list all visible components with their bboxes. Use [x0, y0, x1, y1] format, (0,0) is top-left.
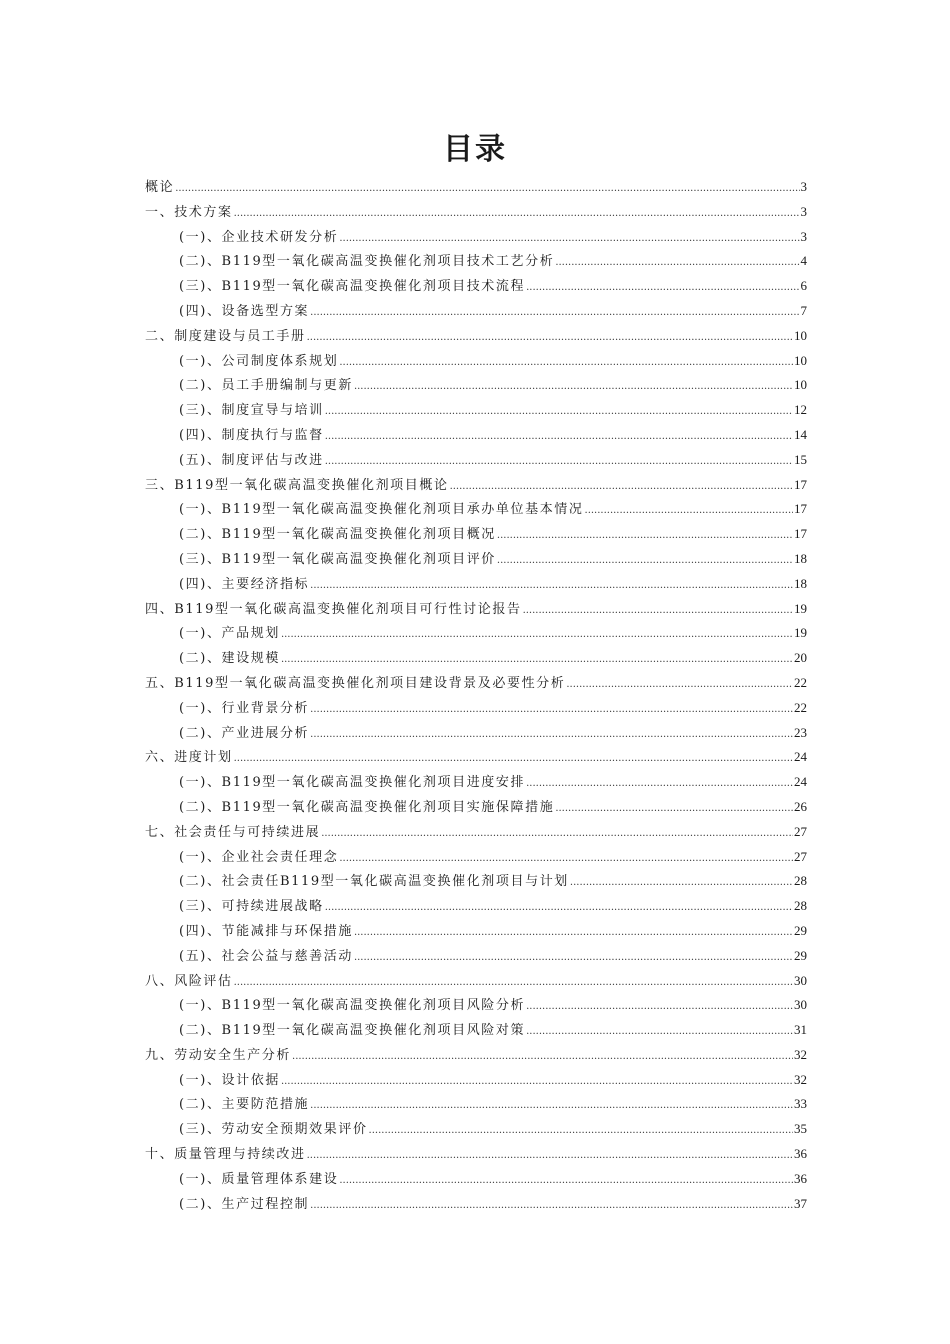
toc-page-number: 36 — [794, 1146, 807, 1162]
toc-dot-leader — [310, 574, 793, 599]
toc-dot-leader — [369, 1119, 793, 1144]
toc-section-entry[interactable] — [145, 1117, 807, 1142]
toc-entry-label: (二)、B119型一氧化碳高温变换催化剂项目概况 — [179, 527, 496, 543]
toc-entry-label: (三)、B119型一氧化碳高温变换催化剂项目评价 — [179, 551, 496, 567]
toc-page-number: 33 — [794, 1096, 807, 1112]
toc-page-number: 10 — [794, 327, 807, 343]
toc-section-entry[interactable] — [145, 919, 807, 944]
toc-section-entry[interactable] — [145, 845, 807, 870]
toc-section-entry[interactable] — [145, 993, 807, 1018]
toc-entry-label: (二)、主要防范措施 — [179, 1097, 310, 1113]
toc-section-entry[interactable] — [145, 497, 807, 522]
toc-section-entry[interactable] — [145, 274, 807, 299]
toc-page-number: 17 — [794, 476, 807, 492]
toc-dot-leader — [292, 1045, 793, 1070]
toc-dot-leader — [526, 276, 799, 301]
toc-entry-label: (一)、公司制度体系规划 — [179, 353, 339, 369]
toc-page-number: 18 — [794, 575, 807, 591]
toc-page-number: 30 — [794, 997, 807, 1013]
toc-page-number: 24 — [794, 774, 807, 790]
toc-entry-label: (一)、B119型一氧化碳高温变换催化剂项目风险分析 — [179, 998, 526, 1014]
toc-page-number: 32 — [794, 1071, 807, 1087]
toc-dot-leader — [325, 400, 793, 425]
toc-dot-leader — [526, 995, 793, 1020]
toc-dot-leader — [450, 475, 793, 500]
toc-entry-label: (一)、产品规划 — [179, 626, 280, 642]
toc-page-number: 30 — [794, 972, 807, 988]
toc-dot-leader — [526, 772, 793, 797]
toc-dot-leader — [321, 822, 793, 847]
toc-chapter-entry[interactable] — [145, 969, 807, 994]
toc-dot-leader — [310, 1094, 793, 1119]
toc-chapter-entry[interactable] — [145, 175, 807, 200]
toc-entry-label: (四)、设备选型方案 — [179, 303, 310, 319]
toc-chapter-entry[interactable] — [145, 1142, 807, 1167]
toc-section-entry[interactable] — [145, 373, 807, 398]
toc-chapter-entry[interactable] — [145, 1043, 807, 1068]
toc-section-entry[interactable] — [145, 869, 807, 894]
toc-entry-label: (二)、社会责任B119型一氧化碳高温变换催化剂项目与计划 — [179, 874, 569, 890]
toc-entry-label: 十、质量管理与持续改进 — [145, 1147, 306, 1163]
toc-chapter-entry[interactable] — [145, 200, 807, 225]
toc-page-number: 4 — [800, 253, 807, 269]
toc-section-entry[interactable] — [145, 1167, 807, 1192]
toc-page-number: 22 — [794, 674, 807, 690]
toc-dot-leader — [354, 946, 793, 971]
toc-entry-label: (一)、企业社会责任理念 — [179, 849, 339, 865]
toc-page-number: 17 — [794, 526, 807, 542]
toc-page-number: 10 — [794, 377, 807, 393]
toc-dot-leader — [566, 673, 793, 698]
toc-entry-label: (二)、B119型一氧化碳高温变换催化剂项目风险对策 — [179, 1023, 526, 1039]
toc-dot-leader — [325, 896, 793, 921]
toc-section-entry[interactable] — [145, 572, 807, 597]
toc-dot-leader — [339, 351, 793, 376]
toc-dot-leader — [234, 747, 793, 772]
toc-section-entry[interactable] — [145, 1068, 807, 1093]
toc-page-number: 12 — [794, 402, 807, 418]
toc-dot-leader — [310, 723, 793, 748]
toc-entry-label: (四)、主要经济指标 — [179, 576, 310, 592]
toc-entry-label: (五)、制度评估与改进 — [179, 452, 324, 468]
toc-entry-label: (三)、劳动安全预期效果评价 — [179, 1122, 368, 1138]
toc-dot-leader — [570, 871, 793, 896]
toc-entry-label: 七、社会责任与可持续进展 — [145, 824, 321, 840]
toc-page-number: 19 — [794, 625, 807, 641]
toc-dot-leader — [325, 450, 793, 475]
toc-page-number: 32 — [794, 1046, 807, 1062]
toc-dot-leader — [497, 524, 793, 549]
toc-entry-label: (二)、员工手册编制与更新 — [179, 378, 353, 394]
toc-page-number: 29 — [794, 922, 807, 938]
toc-entry-label: (一)、质量管理体系建设 — [179, 1171, 339, 1187]
toc-section-entry[interactable] — [145, 522, 807, 547]
toc-entry-label: (四)、制度执行与监督 — [179, 427, 324, 443]
toc-entry-label: (三)、可持续进展战略 — [179, 899, 324, 915]
toc-entry-label: 六、进度计划 — [145, 750, 233, 766]
toc-chapter-entry[interactable] — [145, 671, 807, 696]
toc-entry-label: (三)、B119型一氧化碳高温变换催化剂项目技术流程 — [179, 279, 526, 295]
toc-dot-leader — [281, 1070, 793, 1095]
toc-entry-label: (一)、行业背景分析 — [179, 700, 310, 716]
toc-dot-leader — [310, 1194, 793, 1219]
toc-dot-leader — [310, 301, 799, 326]
toc-section-entry[interactable] — [145, 795, 807, 820]
toc-entry-label: 二、制度建设与员工手册 — [145, 328, 306, 344]
toc-page-number: 3 — [800, 203, 807, 219]
toc-dot-leader — [339, 1169, 793, 1194]
toc-dot-leader — [281, 648, 793, 673]
toc-dot-leader — [310, 698, 793, 723]
toc-entry-label: (三)、制度宣导与培训 — [179, 403, 324, 419]
toc-entry-label: 三、B119型一氧化碳高温变换催化剂项目概论 — [145, 477, 449, 493]
toc-section-entry[interactable] — [145, 423, 807, 448]
toc-section-entry[interactable] — [145, 721, 807, 746]
toc-page-number: 19 — [794, 600, 807, 616]
toc-section-entry[interactable] — [145, 547, 807, 572]
toc-entry-label: (二)、B119型一氧化碳高温变换催化剂项目技术工艺分析 — [179, 254, 555, 270]
toc-page-number: 15 — [794, 451, 807, 467]
toc-title: 目录 — [443, 132, 507, 167]
toc-dot-leader — [307, 326, 793, 351]
toc-page-number: 28 — [794, 873, 807, 889]
toc-dot-leader — [307, 1144, 793, 1169]
toc-dot-leader — [526, 1020, 793, 1045]
toc-dot-leader — [354, 921, 793, 946]
toc-page-number: 35 — [794, 1121, 807, 1137]
toc-page-number: 28 — [794, 898, 807, 914]
toc-page-number: 24 — [794, 749, 807, 765]
toc-section-entry[interactable] — [145, 448, 807, 473]
toc-chapter-entry[interactable] — [145, 820, 807, 845]
toc-entry-label: (一)、设计依据 — [179, 1072, 280, 1088]
toc-section-entry[interactable] — [145, 225, 807, 250]
toc-section-entry[interactable] — [145, 770, 807, 795]
toc-dot-leader — [325, 425, 793, 450]
toc-page-number: 26 — [794, 798, 807, 814]
toc-dot-leader — [175, 177, 799, 202]
toc-page-number: 10 — [794, 352, 807, 368]
toc-page-number: 36 — [794, 1170, 807, 1186]
toc-entry-label: (二)、建设规模 — [179, 651, 280, 667]
toc-section-entry[interactable] — [145, 299, 807, 324]
toc-chapter-entry[interactable] — [145, 324, 807, 349]
toc-section-entry[interactable] — [145, 621, 807, 646]
toc-entry-label: (二)、产业进展分析 — [179, 725, 310, 741]
toc-section-entry[interactable] — [145, 1192, 807, 1217]
toc-dot-leader — [555, 251, 799, 276]
toc-page-number: 22 — [794, 699, 807, 715]
toc-page-number: 29 — [794, 947, 807, 963]
toc-section-entry[interactable] — [145, 398, 807, 423]
toc-entry-label: 九、劳动安全生产分析 — [145, 1047, 292, 1063]
toc-entry-label: (二)、生产过程控制 — [179, 1196, 310, 1212]
toc-page-number: 14 — [794, 426, 807, 442]
toc-page-number: 7 — [800, 302, 807, 318]
toc-dot-leader — [497, 549, 793, 574]
toc-section-entry[interactable] — [145, 349, 807, 374]
toc-entry-label: 一、技术方案 — [145, 204, 233, 220]
toc-page-number: 20 — [794, 650, 807, 666]
toc-list — [145, 175, 807, 1216]
toc-page-number: 27 — [794, 823, 807, 839]
toc-dot-leader — [281, 623, 793, 648]
toc-page-number: 18 — [794, 550, 807, 566]
toc-entry-label: (一)、企业技术研发分析 — [179, 229, 339, 245]
toc-dot-leader — [555, 797, 793, 822]
toc-chapter-entry[interactable] — [145, 473, 807, 498]
toc-entry-label: (二)、B119型一氧化碳高温变换催化剂项目实施保障措施 — [179, 799, 555, 815]
toc-page-number: 31 — [794, 1022, 807, 1038]
toc-entry-label: (五)、社会公益与慈善活动 — [179, 948, 353, 964]
toc-page-number: 6 — [800, 278, 807, 294]
toc-entry-label: 概论 — [145, 180, 175, 195]
toc-section-entry[interactable] — [145, 249, 807, 274]
toc-dot-leader — [354, 375, 793, 400]
toc-entry-label: 四、B119型一氧化碳高温变换催化剂项目可行性讨论报告 — [145, 601, 522, 617]
toc-entry-label: 五、B119型一氧化碳高温变换催化剂项目建设背景及必要性分析 — [145, 675, 566, 691]
toc-entry-label: (四)、节能减排与环保措施 — [179, 923, 353, 939]
toc-section-entry[interactable] — [145, 1018, 807, 1043]
toc-chapter-entry[interactable] — [145, 745, 807, 770]
toc-page-number: 3 — [800, 179, 807, 194]
toc-page-number: 3 — [800, 228, 807, 244]
toc-dot-leader — [523, 599, 793, 624]
toc-section-entry[interactable] — [145, 944, 807, 969]
toc-section-entry[interactable] — [145, 646, 807, 671]
toc-page-number: 27 — [794, 848, 807, 864]
toc-dot-leader — [339, 227, 799, 252]
toc-chapter-entry[interactable] — [145, 597, 807, 622]
toc-section-entry[interactable] — [145, 1092, 807, 1117]
toc-section-entry[interactable] — [145, 894, 807, 919]
toc-section-entry[interactable] — [145, 696, 807, 721]
toc-entry-label: (一)、B119型一氧化碳高温变换催化剂项目承办单位基本情况 — [179, 502, 584, 518]
toc-dot-leader — [234, 971, 793, 996]
toc-entry-label: (一)、B119型一氧化碳高温变换催化剂项目进度安排 — [179, 775, 526, 791]
toc-page-number: 23 — [794, 724, 807, 740]
toc-dot-leader — [339, 847, 793, 872]
toc-page-number: 17 — [794, 501, 807, 517]
toc-dot-leader — [234, 202, 800, 227]
toc-entry-label: 八、风险评估 — [145, 973, 233, 989]
toc-dot-leader — [585, 499, 793, 524]
toc-page-number: 37 — [794, 1195, 807, 1211]
